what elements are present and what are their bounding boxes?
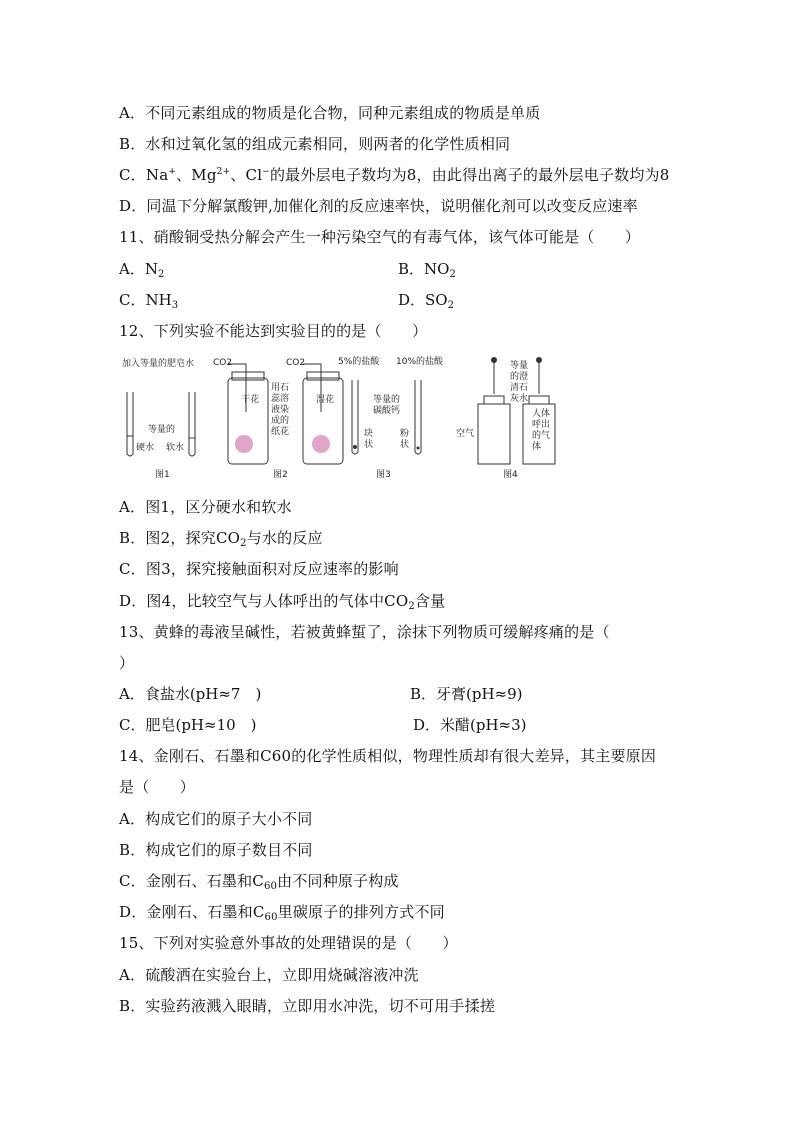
q14-c-sub: 60 <box>263 881 278 892</box>
mg-charge: 2+ <box>216 167 231 177</box>
q11-c-sub: 3 <box>171 300 179 311</box>
fig1-hard-water: 硬水 <box>136 443 155 453</box>
q10-c-text: C．Na <box>119 166 169 184</box>
q12-option-d <box>119 591 445 611</box>
q11-d-sub: 2 <box>447 300 454 311</box>
fig4-breath-2: 呼出 <box>532 420 551 430</box>
q14-d-rest: 里碳原子的排列方式不同 <box>277 903 445 921</box>
fig3-acid-right: 10%的盐酸 <box>396 357 444 367</box>
q11-stem: 11、硝酸铜受热分解会产生一种污染空气的有毒气体，该气体可能是（ ） <box>119 228 641 246</box>
q15-option-b: B．实验药液溅入眼睛，立即用水冲洗，切不可用手揉搓 <box>119 997 496 1015</box>
q13-option-c: C．肥皂(pH≈10 ) <box>119 716 257 734</box>
fig3-left-tube <box>352 380 358 454</box>
q12-d-rest: 含量 <box>414 592 446 610</box>
fig3-powder-2: 状 <box>400 440 410 450</box>
q14-stem: 14、金刚石、石墨和C60的化学性质相似，物理性质却有很大差异，其主要原因 <box>119 747 657 765</box>
q10-c-mg: 、Mg <box>176 166 217 184</box>
q11-c-text: C．NH <box>119 291 172 309</box>
q12-option-a: A．图1，区分硬水和软水 <box>119 498 292 516</box>
fig4-drop-1: 等量 <box>510 361 529 371</box>
q11-option-a <box>119 259 164 279</box>
fig2-co2-right: CO2 <box>286 358 306 368</box>
fig3-right-tube <box>415 380 421 454</box>
fig2-wet-label: 湿花 <box>316 395 335 405</box>
q10-option-a: A．不同元素组成的物质是化合物，同种元素组成的物质是单质 <box>119 104 541 122</box>
fig3-lump-1: 块 <box>364 429 374 439</box>
fig1-mid-label: 等量的 <box>148 425 176 435</box>
fig3-solid-powder <box>417 447 420 450</box>
fig3-acid-left: 5%的盐酸 <box>338 357 380 367</box>
q10-c-rest: 的最外层电子数均为8，由此得出离子的最外层电子数均为8 <box>269 166 670 184</box>
q12-d-text: D．图4，比较空气与人体呼出的气体中CO <box>119 592 409 610</box>
q11-option-d <box>398 290 454 310</box>
fig4-drop-2: 的澄 <box>510 372 529 382</box>
q12-option-b <box>119 528 323 548</box>
fig4-breath-4: 体 <box>532 442 542 452</box>
fig2-dry-label: 干花 <box>241 395 260 405</box>
fig2-note-3: 液染 <box>271 405 290 415</box>
q11-d-text: D．SO <box>398 291 448 309</box>
q13-option-a: A．食盐水(pH≈7 ) <box>119 685 262 703</box>
fig1-top-label: 加入等量的肥皂水 <box>122 359 195 369</box>
q14-d-sub: 60 <box>264 912 278 923</box>
q11-option-b <box>398 259 456 279</box>
experiment-figure <box>118 352 558 484</box>
fig3-mid-2: 碳酸钙 <box>373 406 401 416</box>
q13-option-b: B．牙膏(pH≈9) <box>410 685 523 703</box>
fig4-drop-3: 清石 <box>510 383 529 393</box>
fig1-soft-water: 软水 <box>166 443 185 453</box>
q11-b-text: B．NO <box>398 260 450 278</box>
q10-option-c <box>119 165 669 185</box>
q14-option-c <box>119 871 399 891</box>
fig2-caption: 图2 <box>273 470 288 480</box>
q11-option-c <box>119 290 178 310</box>
q15-stem: 15、下列对实验意外事故的处理错误的是（ ） <box>119 934 458 952</box>
q11-b-sub: 2 <box>449 269 456 280</box>
q14-option-b: B．构成它们的原子数目不同 <box>119 841 313 859</box>
q14-d-text: D．金刚石、石墨和C <box>119 903 265 921</box>
fig2-co2-left: CO2 <box>213 358 233 368</box>
fig3-lump-2: 状 <box>364 440 374 450</box>
fig4-breath-3: 的气 <box>532 431 551 441</box>
q14-option-d <box>119 902 445 922</box>
q13-stem-tail: ） <box>119 654 135 672</box>
fig4-bottle-air <box>478 404 510 464</box>
fig3-solid-lump <box>353 445 357 449</box>
fig4-air-label: 空气 <box>456 429 475 439</box>
q14-c-rest: 由不同种原子构成 <box>277 872 399 890</box>
fig2-note-1: 用石 <box>271 383 290 393</box>
fig2-flower-dry <box>235 435 253 453</box>
q12-b-sub: 2 <box>240 538 247 549</box>
q10-option-b: B．水和过氧化氢的组成元素相同，则两者的化学性质相同 <box>119 135 511 153</box>
fig4-breath-1: 人体 <box>532 409 551 419</box>
fig4-caption: 图4 <box>503 470 518 480</box>
cl-charge: − <box>262 167 270 177</box>
q12-b-rest: 与水的反应 <box>246 529 323 547</box>
q14-option-a: A．构成它们的原子大小不同 <box>119 810 313 828</box>
q11-a-sub: 2 <box>157 269 165 280</box>
q12-d-sub: 2 <box>408 601 415 612</box>
q12-b-text: B．图2，探究CO <box>119 529 241 547</box>
fig3-powder-1: 粉 <box>400 429 410 439</box>
fig4-drop-4: 灰水 <box>510 394 529 404</box>
q13-option-d: D．米醋(pH≈3) <box>413 716 527 734</box>
fig3-caption: 图3 <box>376 470 391 480</box>
q12-stem: 12、下列实验不能达到实验目的的是（ ） <box>119 322 428 340</box>
q14-c-text: C．金刚石、石墨和C <box>119 872 264 890</box>
fig2-note-4: 成的 <box>271 416 290 426</box>
q14-stem-tail: 是（ ） <box>119 778 196 796</box>
q12-option-c: C．图3，探究接触面积对反应速率的影响 <box>119 560 399 578</box>
fig2-flower-wet <box>312 435 330 453</box>
q13-stem: 13、黄蜂的毒液呈碱性，若被黄蜂蜇了，涂抹下列物质可缓解疼痛的是（ <box>119 623 610 641</box>
q10-c-cl: 、Cl <box>230 166 263 184</box>
fig2-note-5: 纸花 <box>271 427 290 437</box>
fig4-dropper-bulb-right <box>536 357 542 363</box>
fig4-dropper-bulb-left <box>491 357 497 363</box>
q10-option-d: D．同温下分解氯酸钾,加催化剂的反应速率快，说明催化剂可以改变反应速率 <box>119 197 638 215</box>
fig1-caption: 图1 <box>155 470 170 480</box>
na-charge: + <box>168 167 177 177</box>
q11-a-text: A．N <box>119 260 158 278</box>
fig1-left-tube <box>127 392 133 456</box>
fig3-mid-1: 等量的 <box>373 395 401 405</box>
fig1-right-tube <box>189 392 195 456</box>
q15-option-a: A．硫酸洒在实验台上，立即用烧碱溶液冲洗 <box>119 966 419 984</box>
fig2-note-2: 蕊溶 <box>271 394 290 404</box>
